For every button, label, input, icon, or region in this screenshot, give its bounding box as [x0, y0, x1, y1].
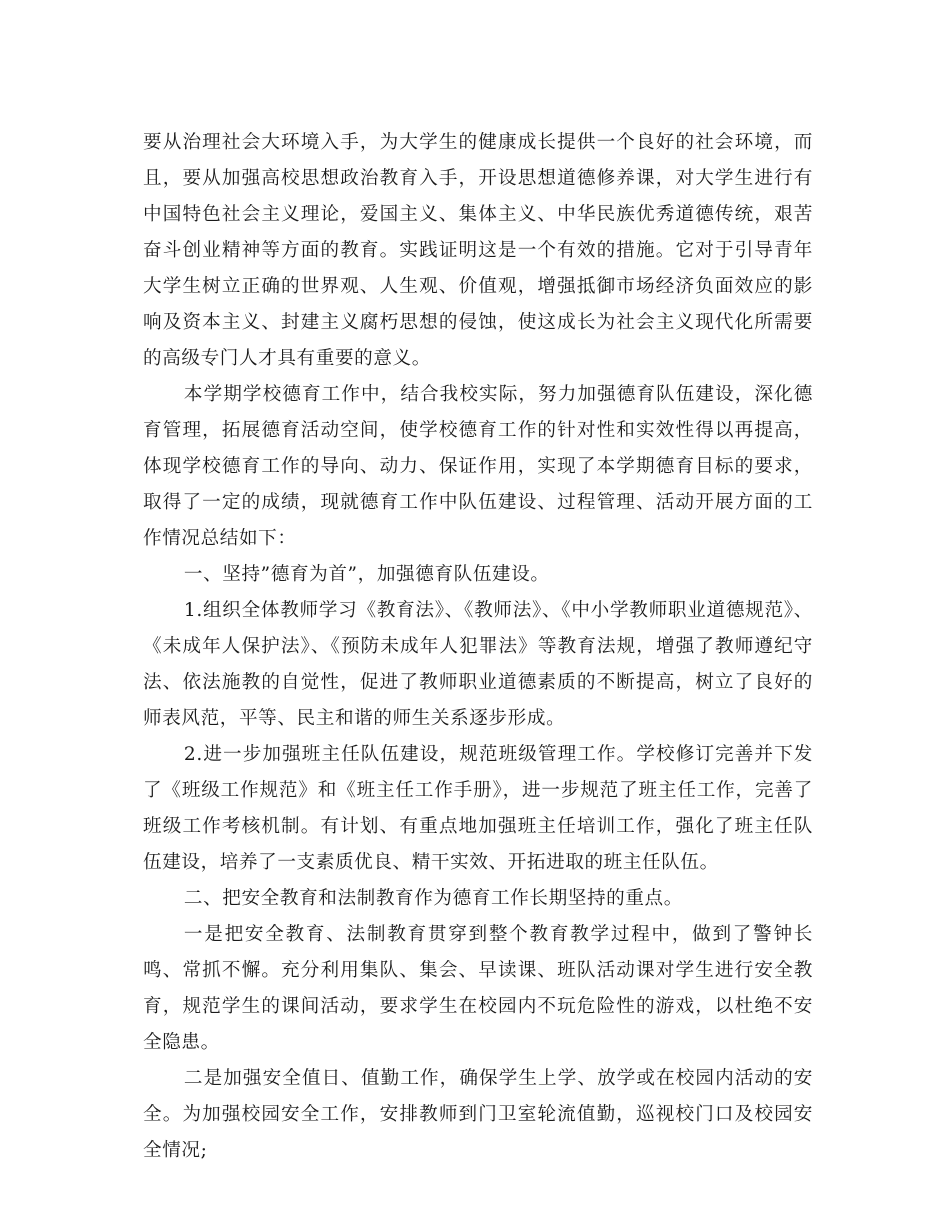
document-body [143, 125, 813, 1169]
paragraph-3: 1.组织全体教师学习《教育法》、《教师法》、《中小学教师职业道德规范》、《未成年人保护法》、《预防未成年人犯罪法》等教育法规，增强了教师遵纪守法、依法施教的自觉性，促进了教师职业道德素质的不断提高，树立了良好的师表风范，平等、民主和谐的师生关系逐步形成。 [143, 600, 813, 729]
paragraph-1: 要从治理社会大环境入手，为大学生的健康成长提供一个良好的社会环境，而且，要从加强高校思想政治教育入手，开设思想道德修养课，对大学生进行有中国特色社会主义理论，爱国主义、集体主义、中华民族优秀道德传统，艰苦奋斗创业精神等方面的教育。实践证明这是一个有效的措施。它对于引导青年大学生树立正确的世界观、人生观、价值观，增强抵御市场经济负面效应的影响及资本主义、封建主义腐朽思想的侵蚀，使这成长为社会主义现代化所需要的高级专门人才具有重要的意义。 [143, 132, 813, 369]
paragraph-6: 二是加强安全值日、值勤工作，确保学生上学、放学或在校园内活动的安全。为加强校园安全工作，安排教师到门卫室轮流值勤，巡视校门口及校园安全情况; [143, 1068, 813, 1161]
paragraph-2: 本学期学校德育工作中，结合我校实际，努力加强德育队伍建设，深化德育管理，拓展德育活动空间，使学校德育工作的针对性和实效性得以再提高，体现学校德育工作的导向、动力、保证作用，实现了本学期德育目标的要求，取得了一定的成绩，现就德育工作中队伍建设、过程管理、活动开展方面的工作情况总结如下： [143, 384, 813, 549]
section-heading-1: 一、坚持”德育为首”，加强德育队伍建设。 [183, 564, 550, 585]
section-heading-2: 二、把安全教育和法制教育作为德育工作长期坚持的重点。 [183, 888, 683, 909]
paragraph-5: 一是把安全教育、法制教育贯穿到整个教育教学过程中，做到了警钟长鸣、常抓不懈。充分利用集队、集会、早读课、班队活动课对学生进行安全教育，规范学生的课间活动，要求学生在校园内不玩危险性的游戏，以杜绝不安全隐患。 [143, 924, 813, 1053]
paragraph-4: 2.进一步加强班主任队伍建设，规范班级管理工作。学校修订完善并下发了《班级工作规范》和《班主任工作手册》，进一步规范了班主任工作，完善了班级工作考核机制。有计划、有重点地加强班主任培训工作，强化了班主任队伍建设，培养了一支素质优良、精干实效、开拓进取的班主任队伍。 [143, 744, 813, 873]
